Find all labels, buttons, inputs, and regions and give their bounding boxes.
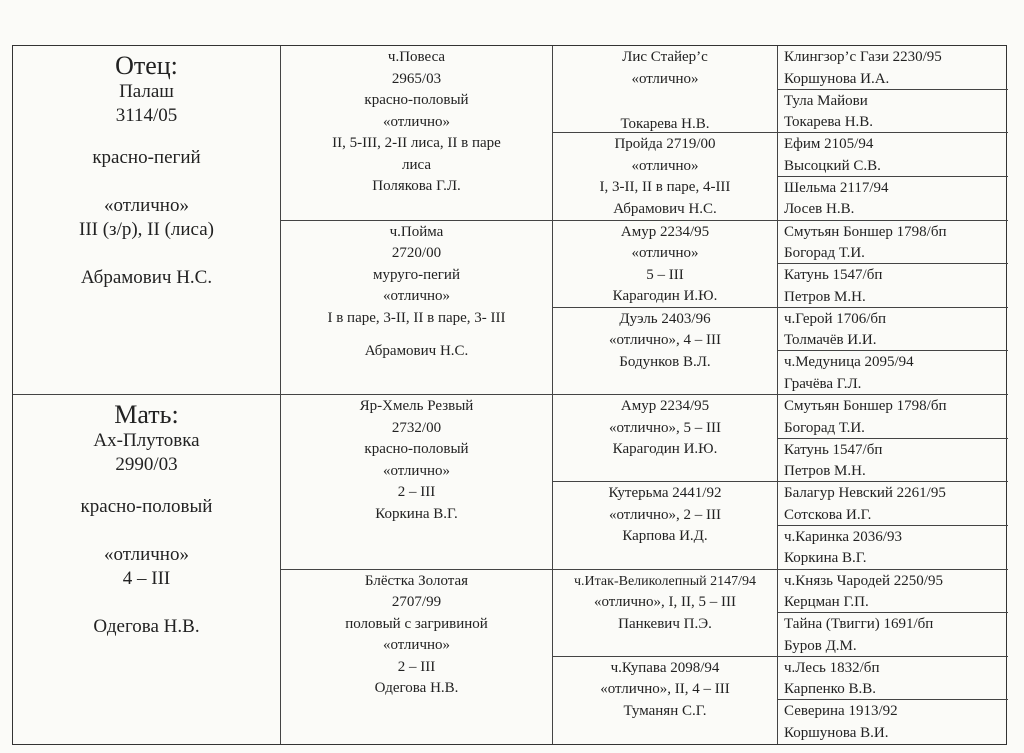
great-grandparent-line: Дуэль 2403/96 xyxy=(619,310,711,327)
grandparent-cell xyxy=(281,570,553,745)
ancestor-name: ч.Каринка 2036/93 xyxy=(784,528,902,545)
great-grandparent-owner: Токарева Н.В. xyxy=(620,116,710,132)
ancestor-cell xyxy=(778,439,1008,483)
grandparent-line: «отлично» xyxy=(382,288,451,304)
great-grandparent-line: «отлично», II, 4 – III xyxy=(600,681,730,698)
ancestor-cell xyxy=(778,482,1008,526)
ancestor-name: ч.Медуница 2095/94 xyxy=(784,354,914,371)
grandparent-cell xyxy=(281,395,553,570)
grandparent-owner: Коркина В.Г. xyxy=(375,505,458,522)
grandparent-line: 2732/00 xyxy=(391,419,442,436)
grandparent-line: красно-половый xyxy=(364,92,469,108)
great-grandparent-cell xyxy=(553,395,778,482)
great-grandparent-cell xyxy=(553,221,778,308)
ancestor-owner: Толмачёв И.И. xyxy=(784,332,877,349)
grandparent-line: 2 – III xyxy=(397,658,436,675)
ancestor-cell xyxy=(778,351,1008,395)
grandparent-line: II, 5-III, 2-II лиса, II в паре лиса xyxy=(332,135,501,173)
great-grandparent-cell xyxy=(553,657,778,744)
great-grandparent-cell xyxy=(553,133,778,220)
ancestor-owner: Богорад Т.И. xyxy=(784,245,865,261)
great-grandparent-cell xyxy=(553,570,778,657)
ancestor-cell xyxy=(778,264,1008,308)
great-grandparent-line: Пройда 2719/00 xyxy=(614,136,716,153)
ancestor-name: Ефим 2105/94 xyxy=(784,136,874,153)
great-grandparent-owner: Карагодин И.Ю. xyxy=(612,288,718,304)
ancestor-owner: Керцман Г.П. xyxy=(784,594,869,610)
great-grandparent-line: Амур 2234/95 xyxy=(620,223,710,240)
ancestor-name: Тайна (Твигги) 1691/бп xyxy=(784,616,934,633)
grandparent-line: I в паре, 3-II, II в паре, 3- III xyxy=(327,309,506,326)
great-grandparent-owner: Туманян С.Г. xyxy=(623,702,707,719)
ancestor-name: ч.Лесь 1832/бп xyxy=(784,659,880,676)
grandparent-line: ч.Повеса xyxy=(387,49,446,65)
great-grandparent-owner: Карагодин И.Ю. xyxy=(612,441,718,457)
great-grandparent-line: Кутерьма 2441/92 xyxy=(608,485,722,502)
grandparent-line: «отлично» xyxy=(382,462,451,479)
grandparent-line: Яр-Хмель Резвый xyxy=(359,398,474,414)
ancestor-name: Катунь 1547/бп xyxy=(784,267,883,284)
ancestor-name: Клингзор’с Гази 2230/95 xyxy=(784,49,942,65)
ancestor-cell xyxy=(778,308,1008,352)
grandparent-cell xyxy=(281,46,553,221)
ancestor-owner: Коршунова И.А. xyxy=(784,70,890,87)
grandparent-line: 2 – III xyxy=(397,484,436,500)
ancestor-cell xyxy=(778,526,1008,570)
mother-name: Ах-Плутовка xyxy=(93,430,200,451)
pedigree-table xyxy=(12,45,1007,745)
ancestor-name: Тула Майови xyxy=(784,92,868,109)
mother-role-label: Мать: xyxy=(114,400,179,429)
ancestor-name: Смутьян Боншер 1798/бп xyxy=(784,223,947,240)
father-name: Палаш xyxy=(119,81,174,102)
ancestor-owner: Лосев Н.В. xyxy=(784,201,855,218)
ancestor-cell xyxy=(778,657,1008,701)
great-grandparent-line: Лис Стайер’с xyxy=(622,49,708,65)
father-color: красно-пегий xyxy=(92,147,201,168)
grandparent-line: красно-половый xyxy=(364,441,469,457)
great-grandparent-owner: Бодунков В.Л. xyxy=(619,353,711,370)
ancestor-owner: Буров Д.М. xyxy=(784,637,857,654)
great-grandparent-line: 5 – III xyxy=(646,266,684,283)
mother-cell xyxy=(13,395,281,744)
father-cell xyxy=(13,46,281,395)
ancestor-owner: Сотскова И.Г. xyxy=(784,506,872,523)
grandparent-line: ч.Пойма xyxy=(389,223,444,240)
great-grandparent-line: I, 3-II, II в паре, 4-III xyxy=(599,179,731,196)
mother-owner: Одегова Н.В. xyxy=(93,616,200,637)
ancestor-cell xyxy=(778,700,1008,744)
grandparent-owner: Одегова Н.В. xyxy=(374,680,459,696)
mother-color: красно-половый xyxy=(80,496,213,517)
ancestor-owner: Коркина В.Г. xyxy=(784,550,867,567)
great-grandparent-line: «отлично» xyxy=(631,245,699,261)
great-grandparent-owner: Карпова И.Д. xyxy=(622,528,708,545)
grandparent-line: 2965/03 xyxy=(391,70,442,87)
great-grandparent-cell xyxy=(553,482,778,569)
father-grade: «отлично» xyxy=(104,195,189,216)
ancestor-name: ч.Князь Чародей 2250/95 xyxy=(784,572,943,589)
ancestor-owner: Петров М.Н. xyxy=(784,463,866,480)
grandparent-line: «отлично» xyxy=(382,637,451,653)
ancestor-owner: Карпенко В.В. xyxy=(784,681,876,698)
ancestor-owner: Богорад Т.И. xyxy=(784,419,865,436)
mother-diplomas: 4 – III xyxy=(122,568,171,589)
grandparent-line: половый с загривиной xyxy=(345,615,488,632)
ancestor-name: ч.Герой 1706/бп xyxy=(784,310,887,327)
grandparent-line: 2707/99 xyxy=(391,594,442,610)
grandparent-owner: Абрамович Н.С. xyxy=(364,343,469,359)
mother-reg: 2990/03 xyxy=(115,454,178,475)
ancestor-cell xyxy=(778,177,1008,221)
ancestor-cell xyxy=(778,395,1008,439)
ancestor-name: Северина 1913/92 xyxy=(784,703,898,720)
great-grandparent-line: «отлично», 4 – III xyxy=(608,332,722,349)
ancestor-name: Балагур Невский 2261/95 xyxy=(784,485,946,502)
father-owner: Абрамович Н.С. xyxy=(80,267,213,288)
ancestor-cell xyxy=(778,570,1008,614)
great-grandparent-line: «отлично», 2 – III xyxy=(608,506,722,523)
ancestor-cell xyxy=(778,133,1008,177)
ancestor-cell xyxy=(778,221,1008,265)
great-grandparent-cell xyxy=(553,46,778,133)
ancestor-owner: Петров М.Н. xyxy=(784,288,866,305)
great-grandparent-owner: Панкевич П.Э. xyxy=(618,615,712,632)
ancestor-cell xyxy=(778,613,1008,657)
great-grandparent-line: «отлично», I, II, 5 – III xyxy=(593,594,737,610)
ancestor-name: Шельма 2117/94 xyxy=(784,179,889,196)
ancestor-cell xyxy=(778,46,1008,90)
ancestor-owner: Коршунова В.И. xyxy=(784,724,889,741)
grandparent-line: Блёстка Золотая xyxy=(364,572,469,589)
grandparent-owner: Полякова Г.Л. xyxy=(372,178,461,194)
ancestor-name: Катунь 1547/бп xyxy=(784,441,883,458)
great-grandparent-line: ч.Итак-Великолепный 2147/94 xyxy=(573,573,757,589)
mother-grade: «отлично» xyxy=(104,544,189,565)
ancestor-owner: Грачёва Г.Л. xyxy=(784,375,862,392)
great-grandparent-line: «отлично», 5 – III xyxy=(608,419,722,436)
ancestor-owner: Высоцкий С.В. xyxy=(784,157,881,174)
grandparent-line: «отлично» xyxy=(382,113,451,130)
ancestor-owner: Токарева Н.В. xyxy=(784,114,874,131)
great-grandparent-cell xyxy=(553,308,778,395)
father-diplomas: III (з/р), II (лиса) xyxy=(79,219,214,240)
great-grandparent-line: ч.Купава 2098/94 xyxy=(610,659,720,676)
grandparent-cell xyxy=(281,221,553,396)
father-reg: 3114/05 xyxy=(115,105,178,126)
ancestor-name: Смутьян Боншер 1798/бп xyxy=(784,398,947,414)
great-grandparent-line: «отлично» xyxy=(631,70,699,87)
father-role-label: Отец: xyxy=(115,51,178,80)
great-grandparent-owner: Абрамович Н.С. xyxy=(613,200,717,217)
grandparent-line: 2720/00 xyxy=(391,245,442,261)
great-grandparent-line: «отлично» xyxy=(631,157,699,174)
great-grandparent-line: Амур 2234/95 xyxy=(620,398,710,414)
grandparent-line: муруго-пегий xyxy=(373,266,460,283)
ancestor-cell xyxy=(778,90,1008,134)
